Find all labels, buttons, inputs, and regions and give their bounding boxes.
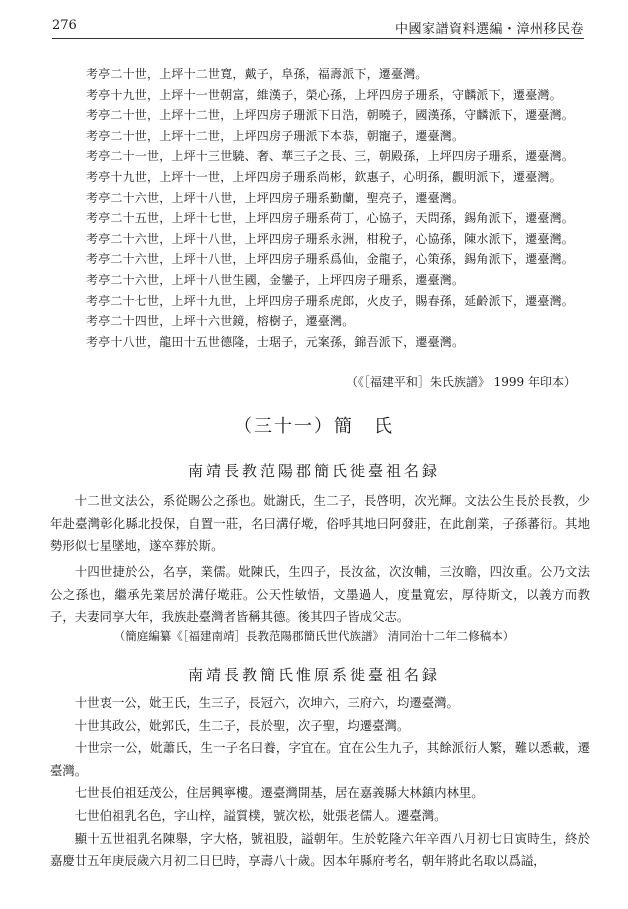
migrant-list: [50, 692, 590, 873]
source-citation: （簡庭編纂《［福建南靖］長教范陽郡簡氏世代族譜》 清同治十二年二修稿本）: [113, 629, 515, 643]
subsection-title: 南靖長教范陽郡簡氏徙臺祖名録: [187, 462, 440, 480]
list-item: 十世衷一公，妣王氏，生三子，長冠六，次坤六，三府六，均遷臺灣。: [74, 695, 459, 710]
list-item: 七世長伯祖廷茂公，住居興寧樓。遷臺灣開基，居在嘉義縣大林鎮内林里。: [74, 785, 484, 801]
list-item: 考亭十九世，上坪十一世朝富，維漢子，榮心孫，上坪四房子珊系，守麟派下，遷臺灣。: [86, 87, 562, 102]
list-item: 考亭二十六世，上坪十八世，上坪四房子珊系勤蘭，聖亮子，遷臺灣。: [86, 190, 465, 205]
list-item: 考亭二十四世，上坪十六世鏡，榕樹子，遷臺灣。: [86, 314, 355, 329]
list-item: 七世伯祖乳名色，字山梓，謚質樸，號次松，妣張老儒人。遷臺灣。: [74, 807, 447, 823]
list-item: 考亭二十七世，上坪十九世，上坪四房子珊系虎郎，火皮子，賜春孫，延齡派下，遷臺灣。: [86, 293, 575, 308]
list-item: 顯十五世祖乳名陳舉，字大格，號祖股，謚朝年。生於乾隆六年辛酉八月初七日寅時生，終於嘉慶廿五年庚辰歲六月初二日巳時，享壽八十歲。因本年縣府考名，朝年將此名取以爲謚，: [50, 830, 590, 869]
list-item: 考亭二十一世，上坪十三世驍、奢、華三子之長、三，朝殿孫，上坪四房子珊系，遷臺灣。: [86, 149, 575, 164]
page-number: 276: [52, 18, 77, 33]
source-citation: （《［福建平和］朱氏族譜》 1999 年印本）: [345, 375, 576, 389]
list-item: 考亭二十世，上坪十二世寬，戴子，阜孫，福壽派下，遷臺灣。: [86, 67, 428, 81]
list-item: 十世宗一公，妣蕭氏，生一子名曰養，字宜在。宜在公生九子，其餘派衍人繁，難以悉載，遷臺灣。: [50, 740, 590, 778]
list-item: 考亭十九世，上坪十一世，上坪四房子珊系尚彬，欽惠子，心明孫，觀明派下，遷臺灣。: [86, 169, 562, 184]
body-paragraph: 十四世捷於公，名享，業儒。妣陳氏，生四子，長汝盆，次汝輔，三汝瞻，四汝重。公乃文法公之孫也，繼承先業居於溝仔墘莊。公天性敏悟，文墨過人，度量寬宏，厚待斯文，以義方而教子，夫妻同享大年，我族赴臺灣者皆稱其德。後其四子皆成父志。: [50, 564, 590, 625]
list-item: 考亭二十世，上坪十二世，上坪四房子珊派下本恭，朝寵子，遷臺灣。: [86, 128, 465, 143]
list-item: 考亭二十世，上坪十二世，上坪四房子珊派下日浩，朝曉子，國漢孫，守麟派下，遷臺灣。: [86, 108, 575, 123]
page-header: [52, 12, 584, 39]
list-item: 考亭二十六世，上坪十八世，上坪四房子珊系永洲，柑稅子，心協孫，陳水派下，遷臺灣。: [86, 231, 575, 246]
book-title: 中國家譜資料選編・漳州移民卷: [394, 22, 584, 37]
list-item: 考亭十八世，龍田十五世德隆，士琚子，元案孫，錦吾派下，遷臺灣。: [86, 334, 465, 349]
list-item: 考亭二十五世，上坪十七世，上坪四房子珊系荷丁，心協子，天問孫，錫角派下，遷臺灣。: [86, 211, 575, 226]
list-item: 十世其政公，妣郭氏，生二子，長於聖，次子聖，均遷臺灣。: [74, 717, 410, 733]
section-title: （三十一）簡 氏: [234, 416, 394, 437]
list-item: 考亭二十六世，上坪十八世生國，金鑾子，上坪四房子珊系，遷臺灣。: [86, 272, 465, 287]
subsection-title: 南靖長教簡氏惟原系徙臺祖名録: [187, 666, 440, 684]
body-paragraph: 十二世文法公，系從賜公之孫也。妣謝氏，生二子，長啓明，次光輝。文法公生長於長教，少年赴臺灣彰化縣北投保，自置一莊，名曰溝仔墘，俗呼其地曰阿發莊，在此創業，子孫蕃衍。其地勢形似七星墜地，遂卒葬於斯。: [50, 493, 590, 554]
migrant-list: [86, 64, 606, 352]
list-item: 考亭二十六世，上坪十八世，上坪四房子珊系爲仙，金龍子，心策孫，錫角派下，遷臺灣。: [86, 252, 575, 267]
